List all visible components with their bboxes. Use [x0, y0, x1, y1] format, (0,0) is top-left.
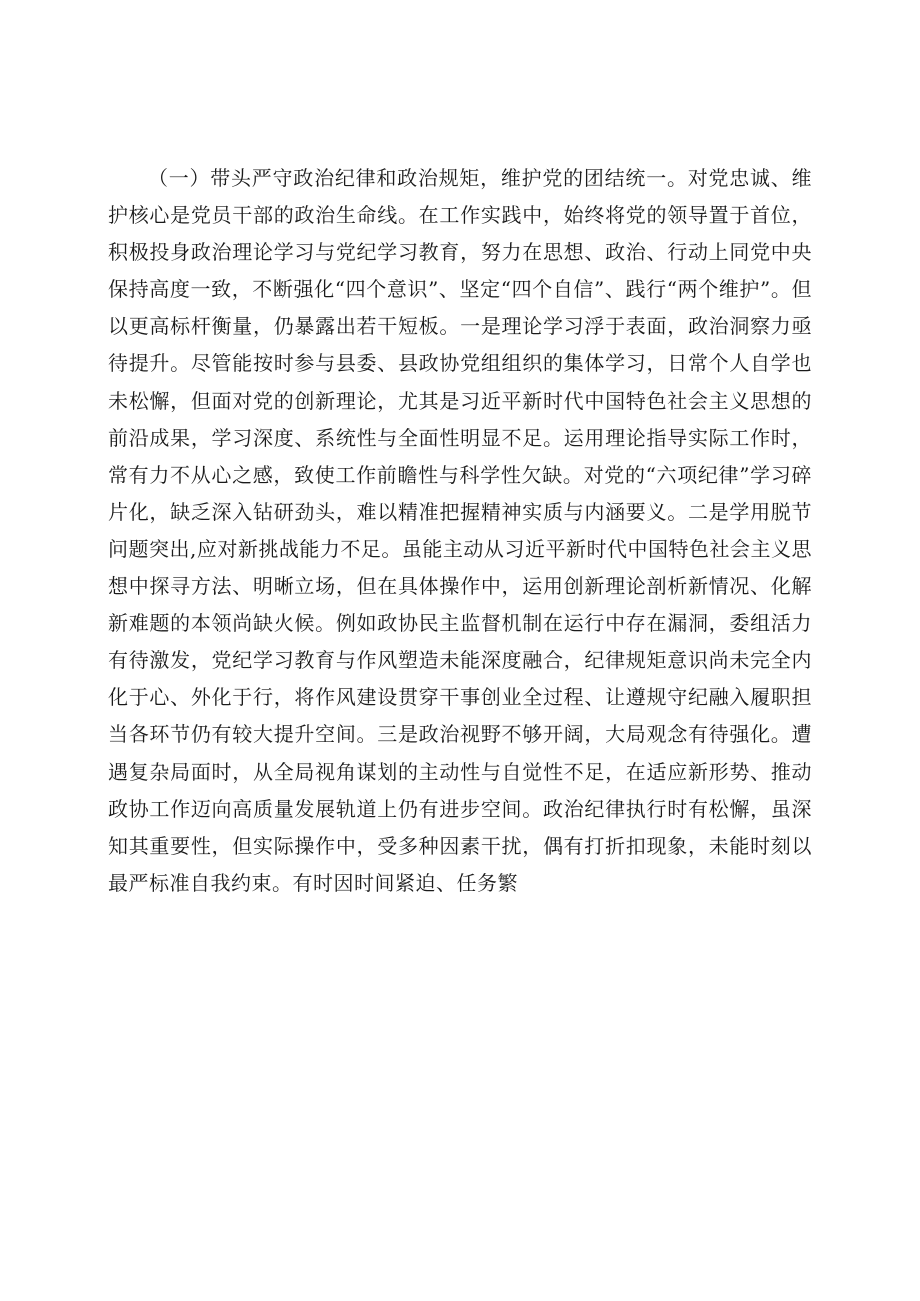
- body-paragraph: （一）带头严守政治纪律和政治规矩，维护党的团结统一。对党忠诚、维护核心是党员干部的政治生命线。在工作实践中，始终将党的领导置于首位，积极投身政治理论学习与党纪学习教育，努力在思想、政治、行动上同党中央保持高度一致，不断强化“四个意识”、坚定“四个自信”、践行“两个维护”。但以更高标杆衡量，仍暴露出若干短板。一是理论学习浮于表面，政治洞察力亟待提升。尽管能按时参与县委、县政协党组组织的集体学习，日常个人自学也未松懈，但面对党的创新理论，尤其是习近平新时代中国特色社会主义思想的前沿成果，学习深度、系统性与全面性明显不足。运用理论指导实际工作时，常有力不从心之感，致使工作前瞻性与科学性欠缺。对党的“六项纪律”学习碎片化，缺乏深入钻研劲头，难以精准把握精神实质与内涵要义。二是学用脱节问题突出,应对新挑战能力不足。虽能主动从习近平新时代中国特色社会主义思想中探寻方法、明晰立场，但在具体操作中，运用创新理论剖析新情况、化解新难题的本领尚缺火候。例如政协民主监督机制在运行中存在漏洞，委组活力有待激发，党纪学习教育与作风塑造未能深度融合，纪律规矩意识尚未完全内化于心、外化于行，将作风建设贯穿干事创业全过程、让遵规守纪融入履职担当各环节仍有较大提升空间。三是政治视野不够开阔，大局观念有待强化。遭遇复杂局面时，从全局视角谋划的主动性与自觉性不足，在适应新形势、推动政协工作迈向高质量发展轨道上仍有进步空间。政治纪律执行时有松懈，虽深知其重要性，但实际操作中，受多种因素干扰，偶有打折扣现象，未能时刻以最严标准自我约束。有时因时间紧迫、任务繁: [108, 166, 812, 895]
